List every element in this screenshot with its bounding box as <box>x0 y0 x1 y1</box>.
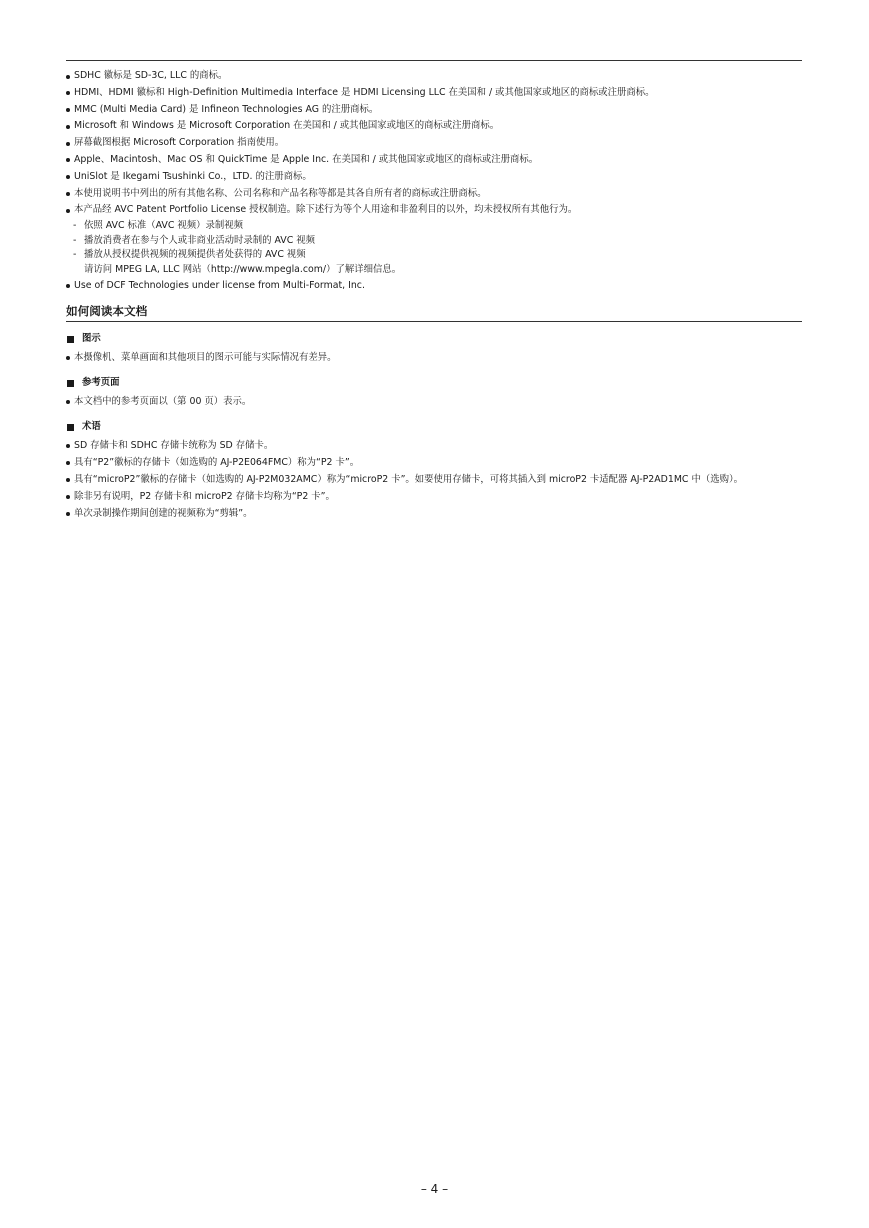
avc-info-note: 请访问 MPEG LA, LLC 网站（http://www.mpegla.com/）了解详细信息。 <box>84 263 402 275</box>
square-bullet-icon <box>67 336 74 343</box>
trademark-list <box>66 68 802 219</box>
reference-pages-list <box>66 393 802 410</box>
trademark-item: UniSlot 是 Ikegami Tsushinki Co.，LTD. 的注册商标。 <box>66 169 802 186</box>
terms-item: 单次录制操作期间创建的视频称为“剪辑”。 <box>66 505 802 522</box>
terms-heading-text: 术语 <box>82 421 101 433</box>
illustrations-block <box>66 332 802 366</box>
avc-usage-item <box>66 234 802 249</box>
trademark-item: MMC (Multi Media Card) 是 Infineon Technologies AG 的注册商标。 <box>66 102 802 119</box>
avc-usage-text: 播放消费者在参与个人或非商业活动时录制的 AVC 视频 <box>84 234 315 246</box>
trademark-item: 本产品经 AVC Patent Portfolio License 授权制造。除下述行为等个人用途和非盈利目的以外，均未授权所有其他行为。 <box>66 202 802 219</box>
terms-item: 具有“microP2”徽标的存储卡（如选购的 AJ-P2M032AMC）称为“microP2 卡”。如要使用存储卡，可将其插入到 microP2 卡适配器 AJ-P2AD1MC 中（选购）。 <box>66 471 802 488</box>
dcf-list <box>66 278 802 295</box>
trademark-item: SDHC 徽标是 SD-3C, LLC 的商标。 <box>66 68 802 85</box>
avc-usage-list <box>66 219 802 263</box>
avc-usage-item <box>66 219 802 234</box>
trademark-item: 屏幕截图根据 Microsoft Corporation 指南使用。 <box>66 135 802 152</box>
dcf-item: Use of DCF Technologies under license from Multi-Format, Inc. <box>66 278 802 295</box>
trademark-item: Apple、Macintosh、Mac OS 和 QuickTime 是 Apple Inc. 在美国和 / 或其他国家或地区的商标或注册商标。 <box>66 152 802 169</box>
terms-block <box>66 420 802 522</box>
dash-marker: - <box>73 234 77 246</box>
section-title: 如何阅读本文档 <box>66 302 802 322</box>
trademark-item: HDMI、HDMI 徽标和 High-Definition Multimedia Interface 是 HDMI Licensing LLC 在美国和 / 或其他国家或地区的商标或注册商标。 <box>66 85 802 102</box>
illustrations-heading-text: 图示 <box>82 333 101 345</box>
terms-heading <box>66 420 802 434</box>
page-content <box>66 68 802 522</box>
avc-usage-text: 播放从授权提供视频的视频提供者处获得的 AVC 视频 <box>84 249 306 261</box>
illustrations-heading <box>66 332 802 346</box>
square-bullet-icon <box>67 380 74 387</box>
reference-pages-item: 本文档中的参考页面以（第 00 页）表示。 <box>66 393 802 410</box>
page-number: – 4 – <box>420 1182 449 1196</box>
square-bullet-icon <box>67 424 74 431</box>
dash-marker: - <box>73 220 77 232</box>
avc-usage-text: 依照 AVC 标准（AVC 视频）录制视频 <box>84 220 243 232</box>
terms-item: 除非另有说明，P2 存储卡和 microP2 存储卡均称为“P2 卡”。 <box>66 488 802 505</box>
trademark-item: 本使用说明书中列出的所有其他名称、公司名称和产品名称等都是其各自所有者的商标或注册商标。 <box>66 186 802 203</box>
trademark-item: Microsoft 和 Windows 是 Microsoft Corporation 在美国和 / 或其他国家或地区的商标或注册商标。 <box>66 118 802 135</box>
terms-list <box>66 437 802 522</box>
reference-pages-heading-text: 参考页面 <box>82 377 120 389</box>
terms-item: 具有“P2”徽标的存储卡（如选购的 AJ-P2E064FMC）称为“P2 卡”。 <box>66 454 802 471</box>
reference-pages-block <box>66 376 802 410</box>
dash-marker: - <box>73 249 77 261</box>
avc-usage-item <box>66 248 802 263</box>
reference-pages-heading <box>66 376 802 390</box>
illustrations-list <box>66 349 802 366</box>
terms-item: SD 存储卡和 SDHC 存储卡统称为 SD 存储卡。 <box>66 437 802 454</box>
illustrations-item: 本摄像机、菜单画面和其他项目的图示可能与实际情况有差异。 <box>66 349 802 366</box>
top-rule <box>66 60 802 61</box>
